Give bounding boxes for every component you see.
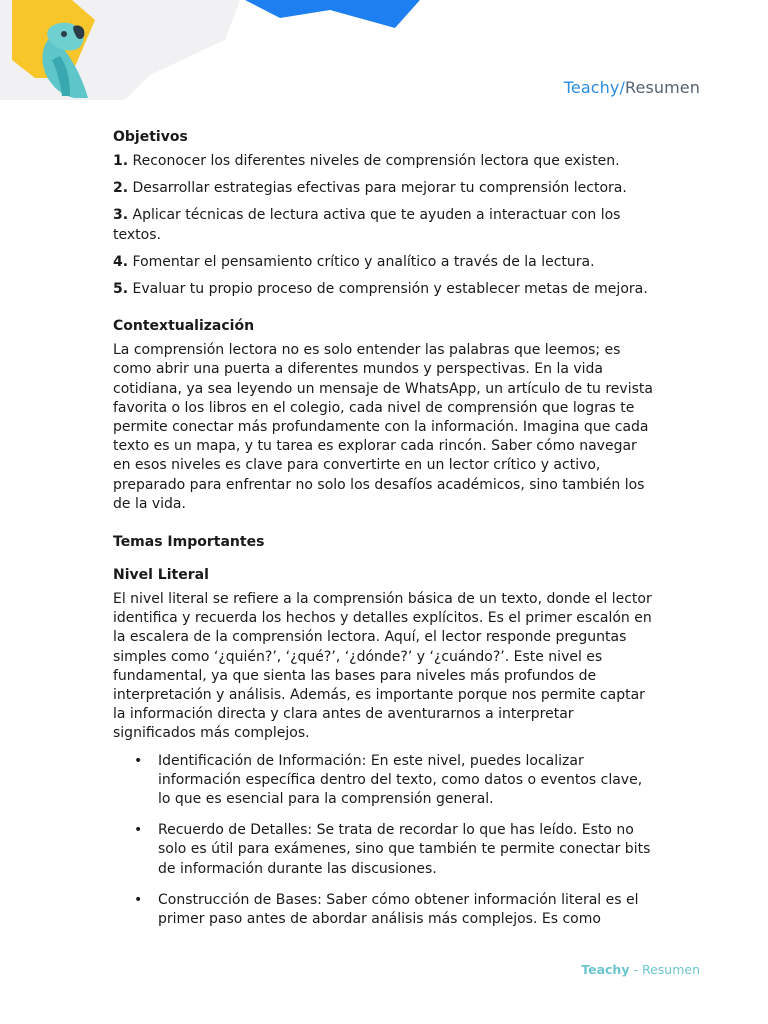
footer-separator: - <box>629 962 642 977</box>
nivel-literal-bullets <box>113 752 658 930</box>
list-item <box>113 821 658 879</box>
brand-section: Resumen <box>625 78 700 97</box>
bullet-icon: • <box>134 822 143 839</box>
page-footer <box>581 962 700 977</box>
brand-separator: / <box>619 78 625 97</box>
document-body <box>113 128 658 941</box>
contexto-section <box>113 317 658 514</box>
objetivo-item <box>113 280 658 299</box>
objetivo-number: 3. <box>113 207 129 224</box>
bullet-text: Recuerdo de Detalles: Se trata de recordar lo que has leído. Esto no solo es útil para exámenes, sino que también te permite conectar bits de información durante las discusiones. <box>158 822 651 877</box>
temas-heading: Temas Importantes <box>113 534 265 551</box>
bullet-text: Identificación de Información: En este nivel, puedes localizar información específica dentro del texto, como datos o eventos clave, lo que es esencial para la comprensión general. <box>158 752 643 808</box>
list-item <box>113 752 658 810</box>
objetivos-heading: Objetivos <box>113 129 188 145</box>
objetivo-text: Evaluar tu propio proceso de comprensión y establecer metas de mejora. <box>132 281 648 298</box>
footer-section: Resumen <box>641 962 700 977</box>
bullet-text: Construcción de Bases: Saber cómo obtener información literal es el primer paso antes de abordar análisis más complejos. Es como <box>158 891 639 928</box>
header-logo-graphic <box>0 0 460 100</box>
objetivo-item <box>113 179 658 198</box>
objetivo-number: 2. <box>113 180 129 197</box>
brand-name: Teachy <box>563 78 620 97</box>
nivel-literal-paragraph: El nivel literal se refiere a la comprensión básica de un texto, donde el lector identifica y recuerda los hechos y detalles explícitos. Es el primer escalón en la escalera de la comprensión lectora. Aquí, el lector responde preguntas simples como ‘¿quién?’, ‘¿qué?’, ‘¿dónde?’ y ‘¿cuándo?’. Este nivel es fundamental, ya que sienta las bases para niveles más profundos de interpretación y análisis. Además, es importante porque nos permite captar la información directa y clara antes de aventurarnos a interpretar significados más complejos. <box>113 591 652 742</box>
bullet-icon: • <box>134 752 143 769</box>
objetivos-list <box>113 152 658 299</box>
nivel-literal-heading: Nivel Literal <box>113 567 209 584</box>
temas-section <box>113 533 658 552</box>
objetivo-number: 5. <box>113 281 129 298</box>
header-brand <box>564 78 700 97</box>
objetivo-item <box>113 206 658 244</box>
bullet-icon: • <box>134 891 143 908</box>
list-item <box>113 891 658 929</box>
objetivo-text: Desarrollar estrategias efectivas para mejorar tu comprensión lectora. <box>132 180 627 197</box>
objetivo-number: 1. <box>113 153 129 169</box>
objetivo-item <box>113 152 658 171</box>
objetivo-number: 4. <box>113 253 129 270</box>
objetivo-text: Aplicar técnicas de lectura activa que te ayuden a interactuar con los textos. <box>113 207 621 243</box>
objetivo-text: Fomentar el pensamiento crítico y analítico a través de la lectura. <box>132 253 595 270</box>
objetivo-text: Reconocer los diferentes niveles de comprensión lectora que existen. <box>132 153 620 169</box>
contexto-paragraph: La comprensión lectora no es solo entender las palabras que leemos; es como abrir una puerta a diferentes mundos y perspectivas. En la vida cotidiana, ya sea leyendo un mensaje de WhatsApp, un artículo de tu revista favorita o los libros en el colegio, cada nivel de comprensión que logras te permite conectar más profundamente con la información. Imagina que cada texto es un mapa, y tu tarea es explorar cada rincón. Saber cómo navegar en esos niveles es clave para convertirte en un lector crítico y activo, preparado para enfrentar no solo los desafíos académicos, sino también los de la vida. <box>113 342 653 512</box>
objetivo-item <box>113 253 658 272</box>
nivel-literal-section <box>113 566 658 929</box>
contexto-heading: Contextualización <box>113 318 255 335</box>
footer-brand: Teachy <box>581 962 630 977</box>
